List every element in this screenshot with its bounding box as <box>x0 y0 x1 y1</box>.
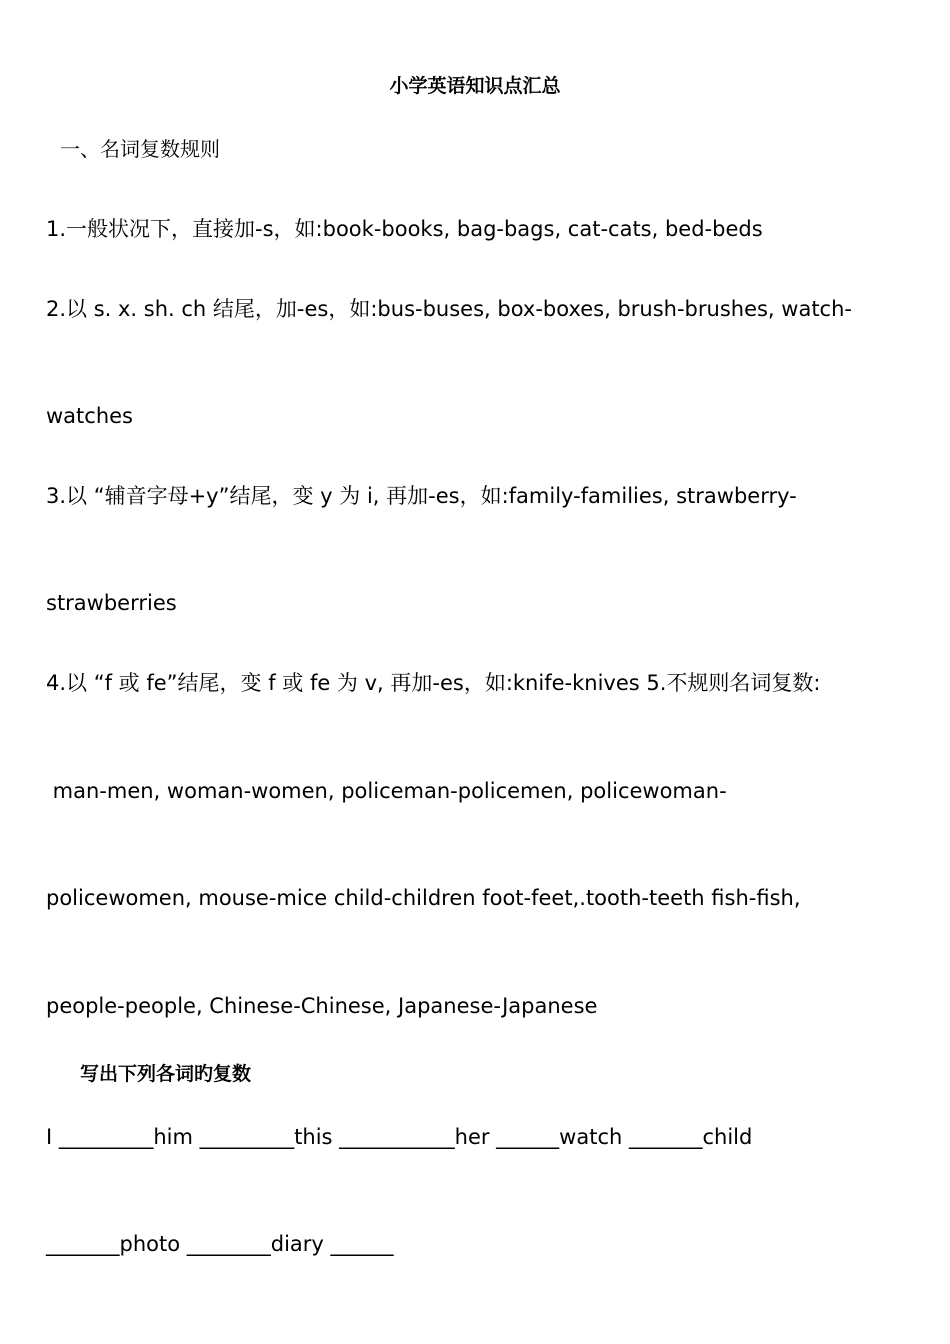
exercise-line-2: _______photo ________diary ______ <box>46 1232 394 1256</box>
exercise-line-1: I _________him _________this ___________her ______watch _______child <box>46 1125 753 1149</box>
rule-line-3-continued: strawberries <box>46 591 177 615</box>
document-title: 小学英语知识点汇总 <box>389 75 561 97</box>
exercise-heading: 写出下列各词旳复数 <box>80 1063 252 1085</box>
irregular-plurals-line-2: policewomen, mouse-mice child-children foot-feet,.tooth-teeth fish-fish, <box>46 886 801 910</box>
irregular-plurals-line-3: people-people, Chinese-Chinese, Japanese-Japanese <box>46 994 598 1018</box>
rule-line-2-continued: watches <box>46 404 133 428</box>
rule-line-3: 3.以 “辅音字母+y”结尾，变 y 为 i, 再加-es，如:family-families, strawberry- <box>46 484 797 508</box>
irregular-plurals-line-1: man-men, woman-women, policeman-policemen, policewoman- <box>46 779 727 803</box>
rule-line-4: 4.以 “f 或 fe”结尾，变 f 或 fe 为 v, 再加-es，如:knife-knives 5.不规则名词复数: <box>46 671 821 695</box>
rule-line-2: 2.以 s. x. sh. ch 结尾，加-es，如:bus-buses, box-boxes, brush-brushes, watch- <box>46 297 852 321</box>
rule-line-1: 1.一般状况下，直接加-s，如:book-books, bag-bags, cat-cats, bed-beds <box>46 217 763 241</box>
section-heading: 一、名词复数规则 <box>60 137 220 161</box>
